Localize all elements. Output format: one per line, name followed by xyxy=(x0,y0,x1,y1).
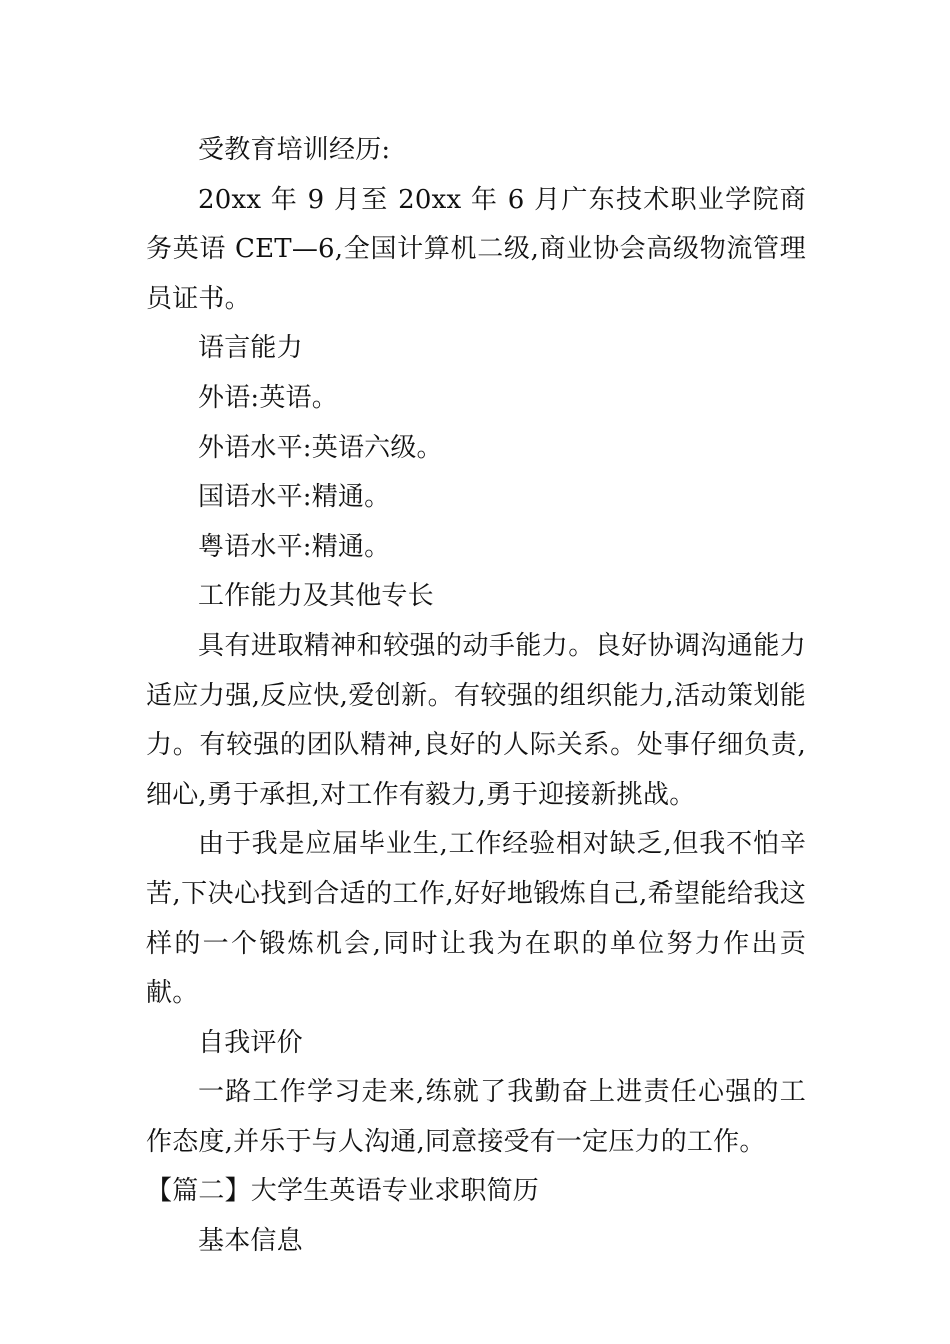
skills-paragraph: 具有进取精神和较强的动手能力。良好协调沟通能力适应力强,反应快,爱创新。有较强的组织能力,活动策划能力。有较强的团队精神,良好的人际关系。处事仔细负责,细心,勇于承担,对工作有毅力,勇于迎接新挑战。 xyxy=(146,630,806,810)
cantonese-level-line: 粤语水平:精通。 xyxy=(198,531,391,562)
mandarin-level-line: 国语水平:精通。 xyxy=(198,482,391,513)
section-heading-education: 受教育培训经历: xyxy=(198,135,391,165)
self-evaluation-paragraph: 一路工作学习走来,练就了我勤奋上进责任心强的工作态度,并乐于与人沟通,同意接受有一定压力的工作。 xyxy=(146,1077,806,1157)
section-heading-self-evaluation: 自我评价 xyxy=(198,1027,303,1058)
section-heading-language: 语言能力 xyxy=(198,333,303,364)
foreign-language-level-line: 外语水平:英语六级。 xyxy=(198,432,443,463)
chapter-two-title: 【篇二】大学生英语专业求职简历 xyxy=(146,1176,540,1207)
motivation-paragraph: 由于我是应届毕业生,工作经验相对缺乏,但我不怕辛苦,下决心找到合适的工作,好好地锻炼自己,希望能给我这样的一个锻炼机会,同时让我为在职的单位努力作出贡献。 xyxy=(146,829,806,1009)
foreign-language-line: 外语:英语。 xyxy=(198,382,338,413)
document-body xyxy=(146,126,806,1267)
education-paragraph: 20xx 年 9 月至 20xx 年 6 月广东技术职业学院商务英语 CET—6,全国计算机二级,商业协会高级物流管理员证书。 xyxy=(146,184,806,314)
section-heading-basic-info: 基本信息 xyxy=(198,1226,303,1257)
section-heading-skills: 工作能力及其他专长 xyxy=(198,581,434,612)
